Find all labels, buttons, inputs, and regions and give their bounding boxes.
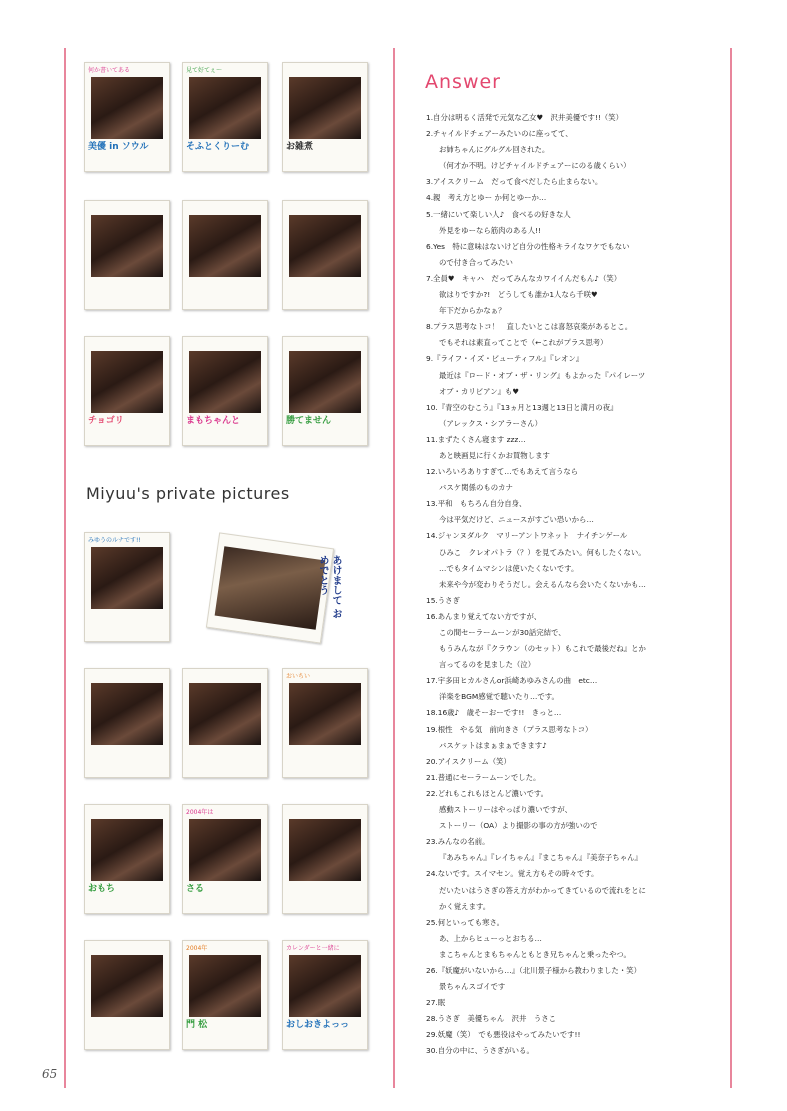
answer-line: 1.自分は明るく活発で元気な乙女♥ 沢井美優です!!（笑） (426, 113, 623, 122)
photo-caption-bottom: おしおきよっっ (286, 1020, 350, 1030)
answer-line: 感動ストーリーはやっぱり濃いですが、 (439, 805, 573, 815)
photo-image (91, 547, 163, 609)
answer-line: 20.アイスクリーム（笑） (426, 756, 511, 766)
photo-caption-bottom (286, 883, 364, 909)
photo-caption-bottom: そふとくりーむ (186, 142, 250, 152)
photo-caption-top (88, 943, 166, 955)
photo-polaroid (84, 336, 170, 446)
photo-caption-top (88, 339, 166, 351)
photo-caption-top: 何か書いてある (88, 67, 131, 74)
answer-line: 9.『ライフ・イズ・ビューティフル』『レオン』 (426, 354, 584, 364)
answer-line: 年下だからかなぁ？ (439, 306, 506, 316)
answer-line: 7.全員♥ キャハ だってみんなカワイイんだもん♪（笑） (426, 273, 622, 283)
photo-caption-bottom (286, 279, 364, 305)
photo-caption-bottom: 美優 in ソウル (88, 142, 149, 152)
answer-line: あ、上からヒューっとおちる… (439, 933, 542, 943)
photo-image (91, 351, 163, 413)
photo-polaroid (84, 200, 170, 310)
answer-line: 2.チャイルドチェアーみたいのに座ってて、 (426, 129, 573, 139)
photo-caption-bottom (88, 611, 166, 637)
photo-caption-top (286, 339, 364, 351)
photo-caption-top (186, 203, 264, 215)
answer-line: 12.いろいろありすぎて…でもあえて言うなら (426, 467, 579, 477)
answer-line: （何才か不明。けどチャイルドチェアーにのる歳くらい） (439, 161, 631, 171)
photo-caption-bottom: 勝てません (286, 416, 332, 426)
answer-line: オブ・カリビアン』も♥ (439, 386, 520, 396)
photo-polaroid (84, 804, 170, 914)
photo-polaroid (182, 668, 268, 778)
answer-line: （アレックス・シアラーさん） (439, 418, 543, 428)
photo-image (289, 683, 361, 745)
answer-line: まこちゃんとまもちゃんともとき兄ちゃんと乗ったやつ。 (439, 949, 631, 959)
answer-line: 10.『青空のむこう』『13ヵ月と13週と13日と満月の夜』 (426, 402, 618, 412)
photo-image (91, 77, 163, 139)
answer-line: 18.16歳♪ 歳そーおーです!! きっと… (426, 708, 562, 718)
answer-line: だいたいはうさぎの答え方がわかってきているので流れをとに (439, 885, 646, 895)
answer-list (426, 110, 726, 1060)
answer-line: バスケットはまぁまぁできます♪ (439, 740, 547, 750)
photo-polaroid (182, 940, 268, 1050)
answer-line: 5.一緒にいて楽しい人♪ 食べるの好きな人 (426, 209, 571, 219)
answer-line: 17.宇多田ヒカルさんor浜崎あゆみさんの曲 etc… (426, 676, 598, 686)
answer-line: 11.まずたくさん寝ます zzz… (426, 434, 526, 444)
answer-line: 29.妖魔（笑） でも悪役はやってみたいです!! (426, 1030, 581, 1040)
answer-line: 『あみちゃん』『レイちゃん』『まこちゃん』『美奈子ちゃん』 (439, 853, 642, 863)
photo-caption-top: 2004年 (186, 945, 208, 952)
photo-image (289, 955, 361, 1017)
answer-line: 8.プラス思考なトコ！ 直したいとこは喜怒哀楽があるとこ。 (426, 322, 633, 332)
answer-line: 3.アイスクリーム だって食べだしたら止まらない。 (426, 177, 603, 187)
photo-caption-top (286, 65, 364, 77)
photo-caption-top (88, 671, 166, 683)
answer-line: でもそれは素直ってことで（←これがプラス思考） (439, 338, 608, 348)
answer-line: 欲はりですか?! どうしても誰か1人なら千咲♥ (439, 290, 598, 300)
answer-line: 16.あんまり覚えてない方ですが、 (426, 611, 542, 621)
photo-caption-bottom (88, 1019, 166, 1045)
photo-caption-top: みゆうのルナです!! (88, 537, 141, 544)
photo-image (189, 683, 261, 745)
answer-line: もうみんなが『クラウン（のセット）もこれで最後だね』とか (439, 644, 646, 654)
answer-line: 14.ジャンヌダルク マリーアントワネット ナイチンゲール (426, 531, 628, 541)
photo-image (189, 819, 261, 881)
answer-line: …でもタイムマシンは使いたくないです。 (439, 563, 579, 573)
answer-line: 15.うさぎ (426, 595, 460, 605)
answer-line: 24.ないです。スイマセン。覚え方もその時々です。 (426, 869, 599, 879)
photo-image (289, 77, 361, 139)
photo-polaroid (282, 940, 368, 1050)
photo-polaroid (182, 804, 268, 914)
answer-line: 22.どれもこれもほとんど濃いです。 (426, 788, 549, 798)
photo-caption-bottom: チョゴリ (88, 416, 124, 426)
photo-caption-top: 2004年は (186, 809, 214, 816)
photo-polaroid (282, 668, 368, 778)
answer-line: 言ってるのを見ました（泣） (439, 660, 536, 670)
photo-caption-bottom (186, 279, 264, 305)
photo-caption-top (286, 807, 364, 819)
photo-caption-top (286, 203, 364, 215)
photo-polaroid (84, 62, 170, 172)
answer-line: バスケ関係のものカナ (439, 483, 513, 493)
photo-caption-top: カレンダーと一緒に (286, 945, 340, 952)
answer-line: あと映画見に行くかお買物します (439, 450, 550, 460)
photo-caption-bottom: 門 松 (186, 1020, 208, 1030)
answer-line: 28.うさぎ 美優ちゃん 沢井 うさこ (426, 1014, 557, 1024)
photo-caption-top (88, 203, 166, 215)
photo-caption-bottom: おもち (88, 884, 116, 894)
photo-polaroid (84, 532, 170, 642)
photo-caption-bottom (286, 747, 364, 773)
answer-line: 外見をゆーなら筋肉のある人!! (439, 225, 542, 235)
answer-line: 25.何といっても寒さ。 (426, 917, 504, 927)
photo-image (289, 215, 361, 277)
photo-caption-top (186, 671, 264, 683)
photo-polaroid (282, 804, 368, 914)
photo-polaroid (282, 200, 368, 310)
photo-caption-bottom: まもちゃんと (186, 416, 241, 426)
answer-line: 今は平気だけど、ニュースがすごい恐いから… (439, 515, 594, 525)
answer-line: 13.平和 もちろん自分自身、 (426, 499, 527, 509)
answer-line: 27.眠 (426, 998, 446, 1008)
answer-line: 景ちゃんスゴイです (439, 982, 506, 992)
photo-polaroid (84, 668, 170, 778)
photo-polaroid (282, 62, 368, 172)
photo-image (289, 819, 361, 881)
photo-polaroid (282, 336, 368, 446)
photo-polaroid (182, 336, 268, 446)
answer-title: Answer (425, 71, 501, 93)
photo-caption-bottom: さる (186, 884, 205, 894)
answer-line: 未来や今が変わりそうだし。会えるんなら会いたくないかも… (439, 579, 646, 589)
photo-caption-bottom (88, 747, 166, 773)
photo-caption-top: 見て好てぇ〜 (186, 67, 223, 74)
answer-line: かく覚えます。 (439, 901, 491, 911)
answer-line: ストーリー（OA）より撮影の事の方が強いので (439, 821, 598, 831)
answer-line: 6.Yes 特に意味はないけど自分の性格キライなワケでもない (426, 241, 630, 251)
photo-caption-top (88, 807, 166, 819)
answer-line: この間セーラームーンが30話完結で、 (439, 628, 566, 637)
answer-line: 最近は『ロード・オブ・ザ・リング』もよかった『パイレーツ (439, 370, 646, 380)
photo-caption-top (186, 339, 264, 351)
photo-polaroid (182, 62, 268, 172)
photo-image (189, 955, 261, 1017)
photo-caption-bottom (88, 279, 166, 305)
answer-line: 23.みんなの名前。 (426, 837, 490, 847)
photo-image (289, 351, 361, 413)
photo-image (91, 955, 163, 1017)
photo-caption-bottom: お雑煮 (286, 142, 314, 152)
photo-image (91, 819, 163, 881)
answer-line: 30.自分の中に、うさぎがいる。 (426, 1046, 534, 1056)
photo-image (91, 215, 163, 277)
page-number: 65 (42, 1067, 58, 1081)
photo-polaroid (182, 200, 268, 310)
handwritten-note: あけまして おめでとう (317, 555, 341, 619)
answer-line: 21.普通にセーラームーンでした。 (426, 772, 541, 782)
answer-line: 19.根性 やる気 前向きさ（プラス思考なトコ） (426, 724, 593, 734)
photo-caption-bottom (186, 747, 264, 773)
answer-line: 洋楽をBGM感覚で聴いたり…です。 (439, 692, 559, 702)
photo-image (189, 215, 261, 277)
answer-line: ひみこ クレオパトラ（？）を見てみたい。何もしたくない。 (439, 547, 646, 557)
answer-line: お姉ちゃんにグルグル回された。 (439, 145, 550, 155)
answer-line: 26.『妖魔がいないから…』（北川景子様から教わりました・笑） (426, 965, 641, 975)
photo-image (91, 683, 163, 745)
answer-line: 4.親 考え方とゆー か何とゆーか… (426, 193, 547, 203)
photo-polaroid (84, 940, 170, 1050)
answer-line: ので付き合ってみたい (439, 257, 513, 267)
photo-image (189, 351, 261, 413)
photo-image (189, 77, 261, 139)
photo-caption-top: おいちい (286, 673, 311, 680)
section-title: Miyuu's private pictures (86, 484, 290, 503)
